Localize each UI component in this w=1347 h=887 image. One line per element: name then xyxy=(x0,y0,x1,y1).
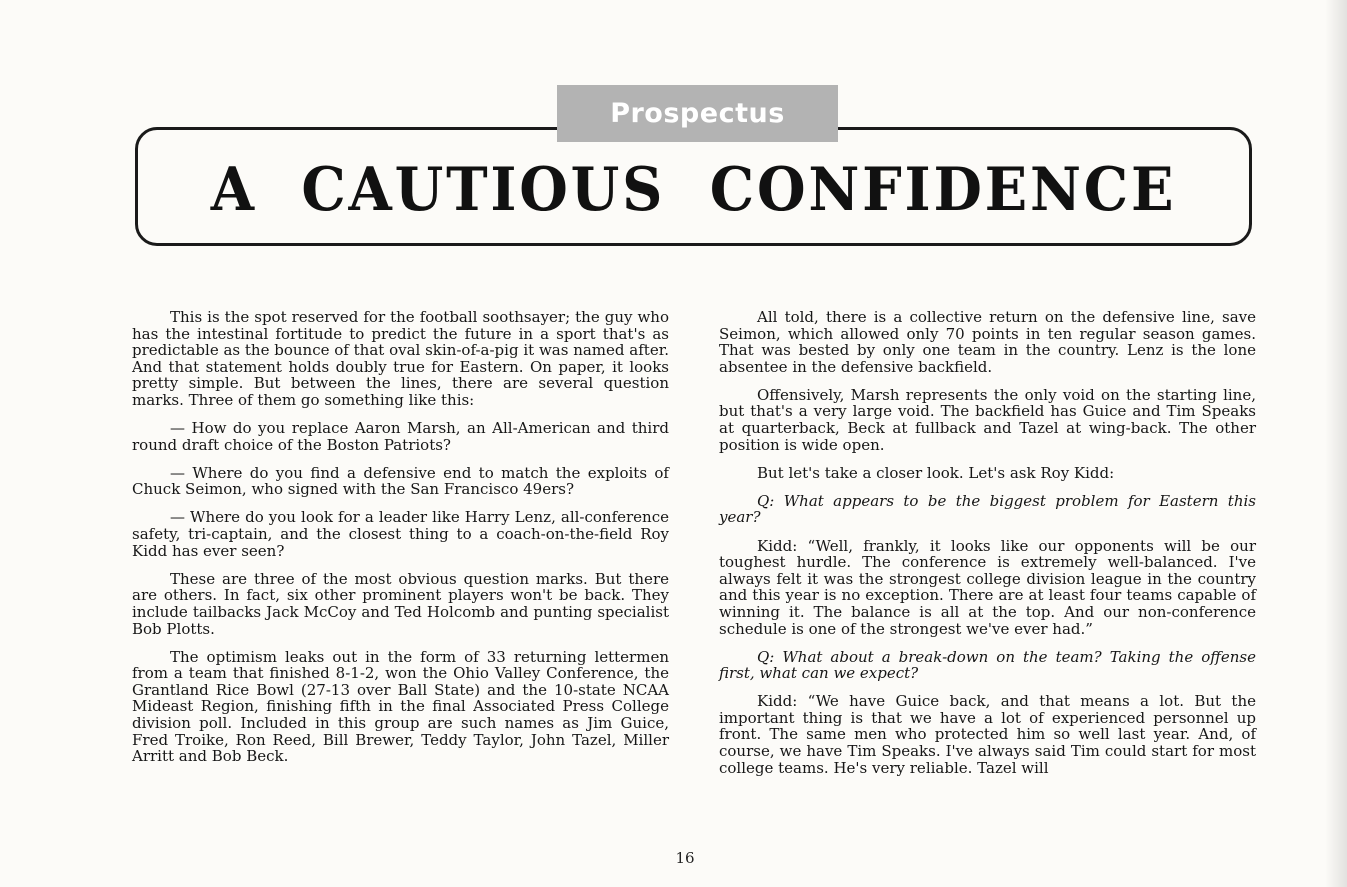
right-column xyxy=(719,309,1256,788)
interview-answer: Kidd: “We have Guice back, and that means a lot. But the important thing is that we have a lot of experienced personnel up front. The same men who protected him so well last year. And, of course, we have Tim Speaks. I've always said Tim could start for most college teams. He's very reliable. Tazel will xyxy=(719,692,1256,777)
interview-question: Q: What about a break-down on the team? Taking the offense first, what can we expect? xyxy=(719,647,1256,683)
paragraph: Offensively, Marsh represents the only void on the starting line, but that's a very large void. The backfield has Guice and Tim Speaks at quarterback, Beck at fullback and Tazel at wing-back. The other position is wide open. xyxy=(719,385,1256,454)
interview-question: Q: What appears to be the biggest problem for Eastern this year? xyxy=(719,491,1256,527)
paragraph: — Where do you find a defensive end to match the exploits of Chuck Seimon, who signed with the San Francisco 49ers? xyxy=(132,463,669,499)
paragraph: — How do you replace Aaron Marsh, an All-American and third round draft choice of the Boston Patriots? xyxy=(132,419,669,454)
paragraph: These are three of the most obvious question marks. But there are others. In fact, six other prominent players won't be back. They include tailbacks Jack McCoy and Ted Holcomb and punting specialist Bob Plotts. xyxy=(132,569,669,638)
page-number: 16 xyxy=(675,849,695,867)
paragraph: — Where do you look for a leader like Harry Lenz, all-conference safety, tri-captain, and the closest thing to a coach-on-the-field Roy Kidd has ever seen? xyxy=(132,508,669,560)
paragraph: All told, there is a collective return on the defensive line, save Seimon, which allowed only 70 points in ten regular season games. That was bested by only one team in the country. Lenz is the lone absentee in the defensive backfield. xyxy=(719,308,1256,376)
paragraph: This is the spot reserved for the football soothsayer; the guy who has the intestinal fortitude to predict the future in a sport that's as predictable as the bounce of that oval skin-of-a-pig it was named after. And that statement holds doubly true for Eastern. On paper, it looks pretty simple. But between the lines, there are several question marks. Three of them go something like this: xyxy=(132,308,669,409)
interview-answer: Kidd: “Well, frankly, it looks like our opponents will be our toughest hurdle. The conference is extremely well-balanced. I've always felt it was the strongest college division league in the country and this year is no exception. There are at least four teams capable of winning it. The balance is all at the top. And our non-conference schedule is one of the strongest we've ever had.” xyxy=(719,536,1256,638)
left-column xyxy=(132,309,669,776)
headline: A CAUTIOUS CONFIDENCE xyxy=(210,155,1177,225)
section-label: Prospectus xyxy=(557,85,838,142)
page-edge-shadow xyxy=(1325,0,1347,887)
paragraph: The optimism leaks out in the form of 33 returning lettermen from a team that finished 8-1-2, won the Ohio Valley Conference, the Grantland Rice Bowl (27-13 over Ball State) and the 10-state NCAA Mideast Region, finishing fifth in the final Associated Press College division poll. Included in this group are such names as Jim Guice, Fred Troike, Ron Reed, Bill Brewer, Teddy Taylor, John Tazel, Miller Arritt and Bob Beck. xyxy=(132,647,669,766)
paragraph: But let's take a closer look. Let's ask Roy Kidd: xyxy=(757,463,1115,482)
